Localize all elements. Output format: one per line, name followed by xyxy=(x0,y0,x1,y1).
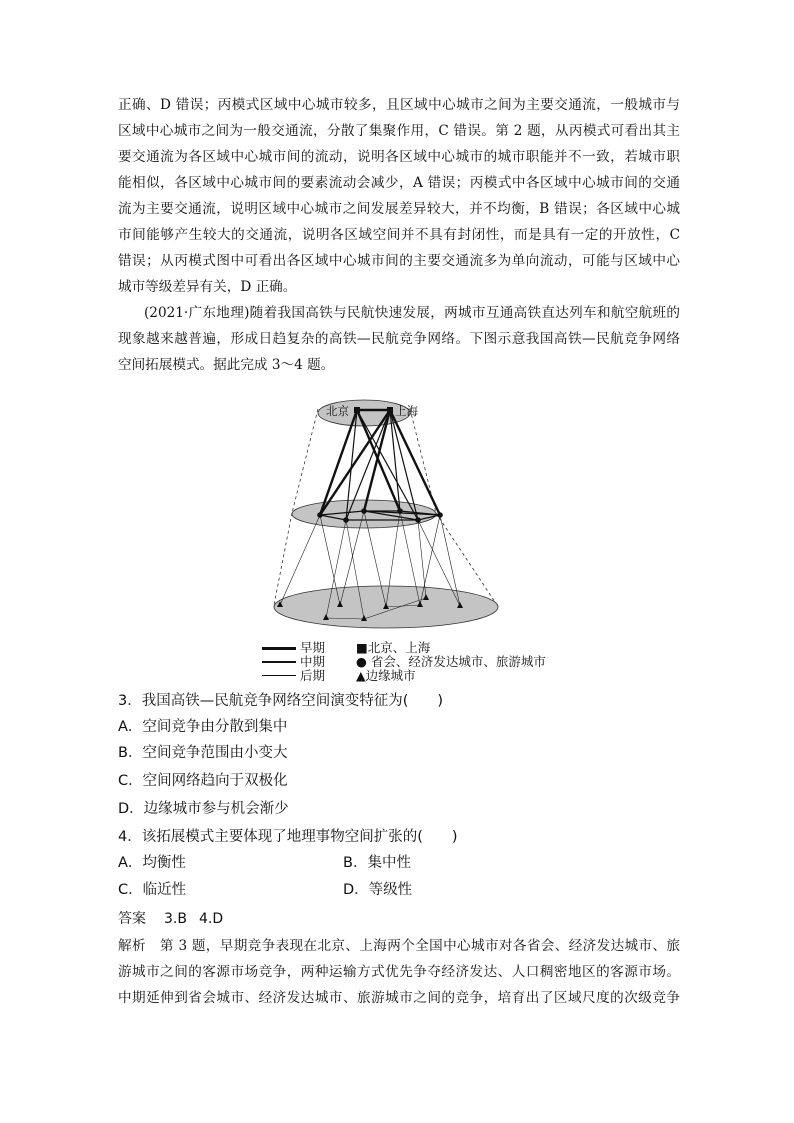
question-4-option-d: D．等级性 xyxy=(343,882,413,898)
legend-late-label: 后期 xyxy=(300,668,326,683)
question-3-stem: 3．我国高铁—民航竞争网络空间演变特征为( ) xyxy=(118,693,444,709)
frustum-edge xyxy=(274,513,292,605)
text-line: 错误；从丙模式图中可看出各区域中心城市间的主要交通流多为单向流动，可能与区域中心 xyxy=(118,253,680,269)
capital-node xyxy=(317,512,323,518)
middle-line-swatch xyxy=(262,661,296,663)
answer-q4: 4.D xyxy=(198,911,224,927)
question-3-option-a: A．空间竞争由分散到集中 xyxy=(118,719,288,735)
question-4-stem: 4．该拓展模式主要体现了地理事物空间扩张的( ) xyxy=(118,829,458,845)
early-period-lines xyxy=(320,410,440,515)
early-link xyxy=(390,410,440,515)
analysis-paragraph xyxy=(118,933,680,1011)
network-expansion-diagram xyxy=(260,393,520,638)
late-link xyxy=(418,520,426,598)
shanghai-node xyxy=(387,407,393,413)
question-3-option-d: D．边缘城市参与机会渐少 xyxy=(118,801,289,817)
capital-node xyxy=(397,508,403,514)
text-line: 游城市之间的客源市场竞争，两种运输方式优先争夺经济发达、人口稠密地区的客源市场。 xyxy=(118,964,680,980)
legend-square-symbol: ■北京、上海 xyxy=(356,640,431,655)
text-line: 能相似，各区域中心城市间的要素流动会减少，A 错误；丙模式中各区域中心城市间的交通 xyxy=(118,175,680,191)
legend-circle-symbol: ● 省会、经济发达城市、旅游城市 xyxy=(356,654,546,669)
shanghai-label: 上海 xyxy=(395,404,418,418)
legend-middle-label: 中期 xyxy=(300,654,326,669)
line-legend xyxy=(262,641,362,683)
text-line: 现象越来越普遍，形成日趋复杂的高铁—民航竞争网络。下图示意我国高铁—民航竞争网络 xyxy=(118,331,680,347)
answer-q3: 3.B xyxy=(164,911,187,927)
text-line: 区域中心城市之间为一般交通流，分散了集聚作用，C 错误。第 2 题，从丙模式可看出其主 xyxy=(118,123,680,139)
question-4-option-b: B．集中性 xyxy=(343,855,411,871)
text-line: 正确、D 错误；丙模式区域中心城市较多，且区域中心城市之间为主要交通流，一般城市与 xyxy=(118,97,680,113)
analysis-paragraph-previous xyxy=(118,92,680,300)
question-intro-paragraph xyxy=(118,300,680,378)
text-line: 解析 第 3 题，早期竞争表现在北京、上海两个全国中心城市对各省会、经济发达城市、旅 xyxy=(118,938,680,954)
capital-node xyxy=(343,517,349,523)
question-4-options-row-2 xyxy=(118,877,413,903)
text-line: 要交通流为各区域中心城市间的流动，说明各区域中心城市的城市职能并不一致，若城市职 xyxy=(118,149,680,165)
early-line-swatch xyxy=(262,647,296,650)
text-line: (2021·广东地理)随着我国高铁与民航快速发展，两城市互通高铁直达列车和航空航班的 xyxy=(144,305,680,321)
text-line: 空间拓展模式。据此完成 3～4 题。 xyxy=(118,357,335,373)
answer-line xyxy=(118,906,223,932)
frustum-edge xyxy=(292,409,318,513)
question-3-option-c: C．空间网络趋向于双极化 xyxy=(118,773,288,789)
text-line: 流为主要交通流，说明区域中心城市之间发展差异较大，并不均衡，B 错误；各区域中心城 xyxy=(118,201,680,217)
legend-early-label: 早期 xyxy=(300,640,326,655)
capital-node xyxy=(361,508,367,514)
answer-label: 答案 xyxy=(118,911,146,927)
text-line: 中期延伸到省会城市、经济发达城市、旅游城市之间的竞争，培育出了区域尺度的次级竞争 xyxy=(118,990,680,1006)
late-line-swatch xyxy=(262,675,296,676)
capital-node xyxy=(415,517,421,523)
question-4-options-row-1 xyxy=(118,850,411,876)
beijing-label: 北京 xyxy=(326,404,349,418)
question-4-option-c: C．临近性 xyxy=(118,882,187,898)
text-line: 市间能够产生较大的交通流，说明各区域空间并不具有封闭性，而是具有一定的开放性，C xyxy=(118,227,680,243)
question-3-option-b: B．空间竞争范围由小变大 xyxy=(118,745,288,761)
question-4-option-a: A．均衡性 xyxy=(118,855,186,871)
text-line: 城市等级差异有关，D 正确。 xyxy=(118,279,297,295)
legend-triangle-symbol: ▲边缘城市 xyxy=(356,668,416,683)
beijing-node xyxy=(354,407,360,413)
capital-node xyxy=(437,512,443,518)
